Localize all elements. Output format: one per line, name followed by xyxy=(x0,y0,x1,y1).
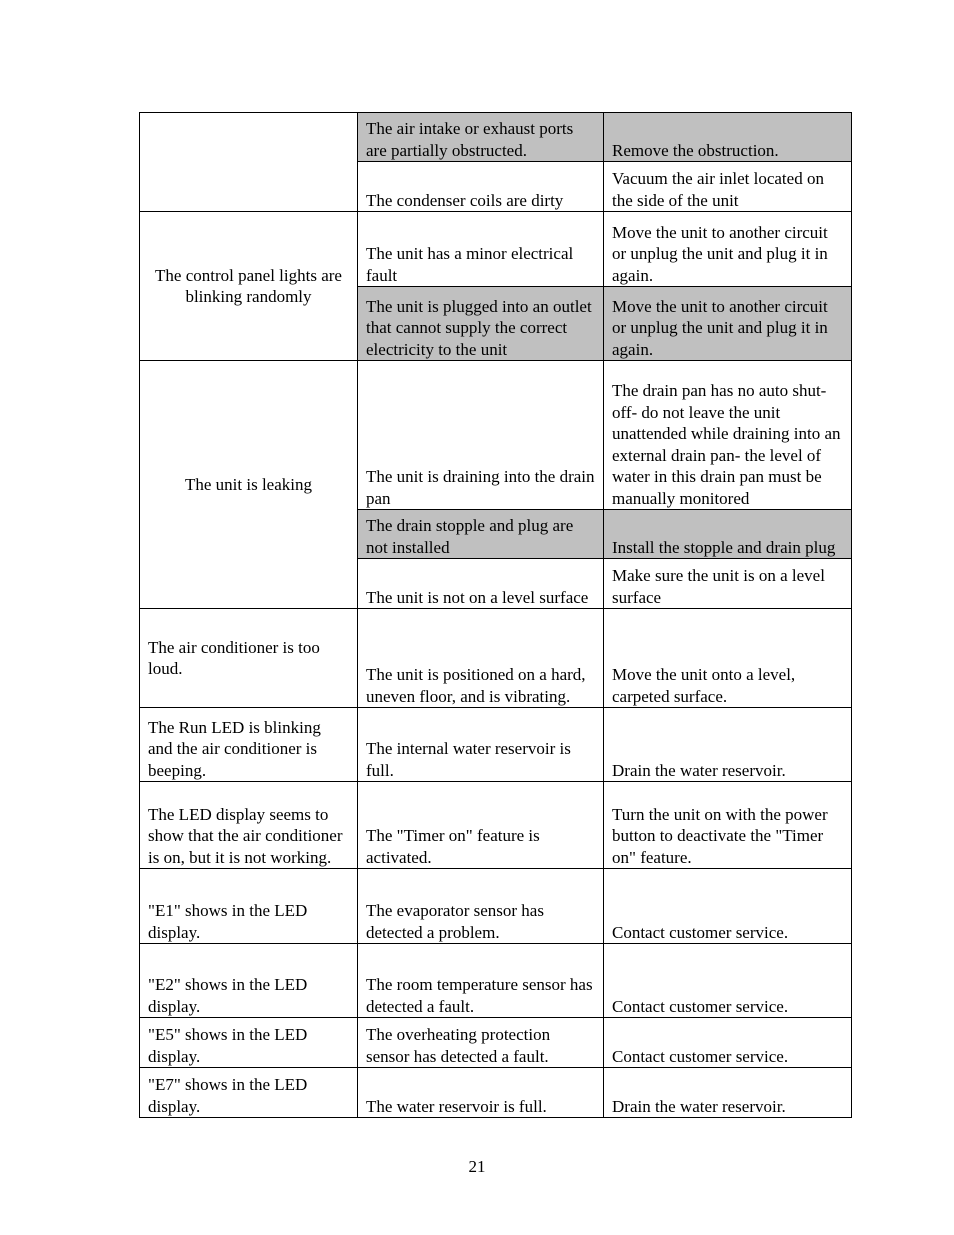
table-row xyxy=(140,361,852,510)
problem-cell xyxy=(140,113,358,212)
cause-cell: The "Timer on" feature is activated. xyxy=(358,782,604,869)
table-row xyxy=(140,609,852,708)
problem-cell: "E5" shows in the LED display. xyxy=(140,1018,358,1068)
table-row xyxy=(140,944,852,1018)
table-row xyxy=(140,1018,852,1068)
solution-cell: The drain pan has no auto shut-off- do not leave the unit unattended while draining into an external drain pan- the level of water in this drain pan must be manually monitored xyxy=(604,361,852,510)
solution-cell: Remove the obstruction. xyxy=(604,113,852,162)
solution-cell: Move the unit onto a level, carpeted surface. xyxy=(604,609,852,708)
cause-cell: The unit is positioned on a hard, uneven floor, and is vibrating. xyxy=(358,609,604,708)
solution-cell: Contact customer service. xyxy=(604,1018,852,1068)
problem-cell: The control panel lights are blinking randomly xyxy=(140,212,358,361)
problem-cell: The air conditioner is too loud. xyxy=(140,609,358,708)
table-row xyxy=(140,212,852,287)
troubleshooting-table xyxy=(139,112,852,1118)
solution-cell: Make sure the unit is on a level surface xyxy=(604,559,852,609)
table-row xyxy=(140,782,852,869)
table-row xyxy=(140,708,852,782)
problem-cell: "E2" shows in the LED display. xyxy=(140,944,358,1018)
page-number: 21 xyxy=(468,1157,486,1176)
solution-cell: Install the stopple and drain plug xyxy=(604,510,852,559)
cause-cell: The unit has a minor electrical fault xyxy=(358,212,604,287)
problem-cell: The unit is leaking xyxy=(140,361,358,609)
problem-cell: The Run LED is blinking and the air conditioner is beeping. xyxy=(140,708,358,782)
solution-cell: Vacuum the air inlet located on the side of the unit xyxy=(604,162,852,212)
cause-cell: The unit is draining into the drain pan xyxy=(358,361,604,510)
solution-cell: Move the unit to another circuit or unplug the unit and plug it in again. xyxy=(604,212,852,287)
solution-cell: Contact customer service. xyxy=(604,869,852,944)
cause-cell: The water reservoir is full. xyxy=(358,1068,604,1118)
table-row xyxy=(140,869,852,944)
solution-cell: Drain the water reservoir. xyxy=(604,1068,852,1118)
solution-cell: Drain the water reservoir. xyxy=(604,708,852,782)
table-row xyxy=(140,1068,852,1118)
solution-cell: Contact customer service. xyxy=(604,944,852,1018)
cause-cell: The condenser coils are dirty xyxy=(358,162,604,212)
cause-cell: The air intake or exhaust ports are partially obstructed. xyxy=(358,113,604,162)
cause-cell: The drain stopple and plug are not installed xyxy=(358,510,604,559)
solution-cell: Turn the unit on with the power button to deactivate the "Timer on" feature. xyxy=(604,782,852,869)
cause-cell: The unit is plugged into an outlet that cannot supply the correct electricity to the unit xyxy=(358,287,604,361)
cause-cell: The evaporator sensor has detected a problem. xyxy=(358,869,604,944)
cause-cell: The unit is not on a level surface xyxy=(358,559,604,609)
cause-cell: The room temperature sensor has detected a fault. xyxy=(358,944,604,1018)
problem-cell: "E7" shows in the LED display. xyxy=(140,1068,358,1118)
cause-cell: The overheating protection sensor has detected a fault. xyxy=(358,1018,604,1068)
solution-cell: Move the unit to another circuit or unplug the unit and plug it in again. xyxy=(604,287,852,361)
cause-cell: The internal water reservoir is full. xyxy=(358,708,604,782)
problem-cell: The LED display seems to show that the air conditioner is on, but it is not working. xyxy=(140,782,358,869)
problem-cell: "E1" shows in the LED display. xyxy=(140,869,358,944)
table-row xyxy=(140,113,852,162)
